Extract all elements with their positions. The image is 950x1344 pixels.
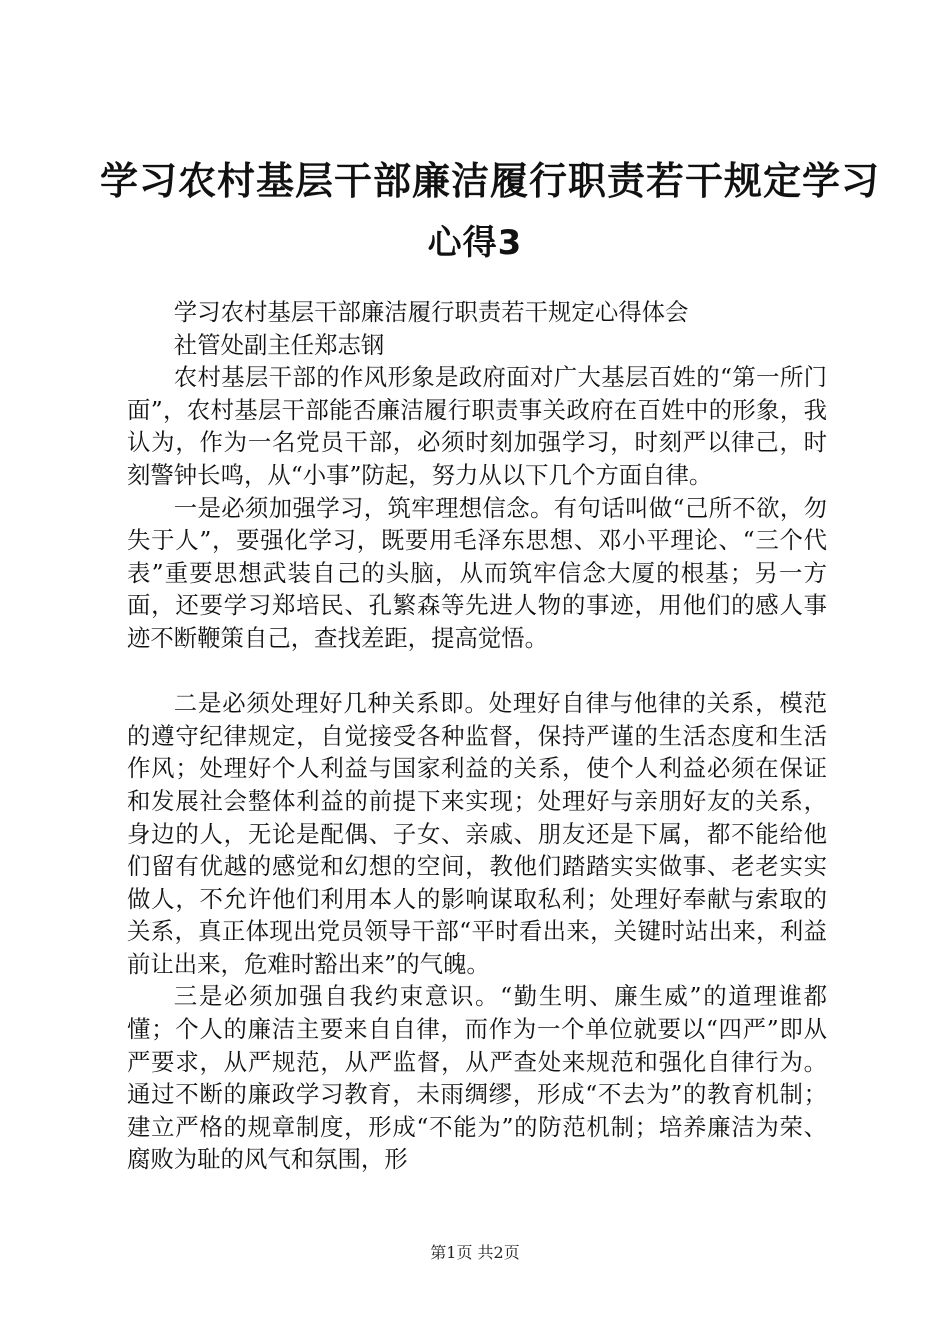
- paragraph-spacer: [127, 655, 827, 688]
- point-three-paragraph: 三是必须加强自我约束意识。“勤生明、廉生威”的道理谁都懂；个人的廉洁主要来自自律，而作为一个单位就要以“四严”即从严要求，从严规范，从严监督，从严查处来规范和强化自律行为。通过不断的廉政学习教育，未雨绸缪，形成“不去为”的教育机制；建立严格的规章制度，形成“不能为”的防范机制；培养廉洁为荣、腐败为耻的风气和氛围，形: [127, 982, 827, 1174]
- point-two-paragraph: 二是必须处理好几种关系即。处理好自律与他律的关系，模范的遵守纪律规定，自觉接受各种监督，保持严谨的生活态度和生活作风；处理好个人利益与国家利益的关系，使个人利益必须在保证和发展社会整体利益的前提下来实现；处理好与亲朋好友的关系，身边的人，无论是配偶、子女、亲戚、朋友还是下属，都不能给他们留有优越的感觉和幻想的空间，教他们踏踏实实做事、老老实实做人，不允许他们利用本人的影响谋取私利；处理好奉献与索取的关系，真正体现出党员领导干部“平时看出来，关键时站出来，利益前让出来，危难时豁出来”的气魄。: [127, 689, 827, 978]
- subtitle-paragraph: 学习农村基层干部廉洁履行职责若干规定心得体会: [173, 298, 689, 326]
- point-one-paragraph: 一是必须加强学习，筑牢理想信念。有句话叫做“己所不欲，勿失于人”，要强化学习，既要用毛泽东思想、邓小平理论、“三个代表”重要思想武装自己的头脑，从而筑牢信念大厦的根基；另一方面，还要学习郑培民、孔繁森等先进人物的事迹，用他们的感人事迹不断鞭策自己，查找差距，提高觉悟。: [127, 493, 827, 652]
- intro-paragraph: 农村基层干部的作风形象是政府面对广大基层百姓的“第一所门面”，农村基层干部能否廉洁履行职责事关政府在百姓中的形象，我认为，作为一名党员干部，必须时刻加强学习，时刻严以律己，时刻警钟长鸣，从“小事”防起，努力从以下几个方面自律。: [127, 363, 827, 489]
- document-title-line-2: 心得3: [427, 223, 523, 263]
- document-title-line-1: 学习农村基层干部廉洁履行职责若干规定学习: [100, 159, 881, 203]
- page-number-footer: 第1页 共2页: [430, 1243, 520, 1262]
- author-paragraph: 社管处副主任郑志钢: [173, 330, 385, 359]
- document-body: [127, 296, 827, 1176]
